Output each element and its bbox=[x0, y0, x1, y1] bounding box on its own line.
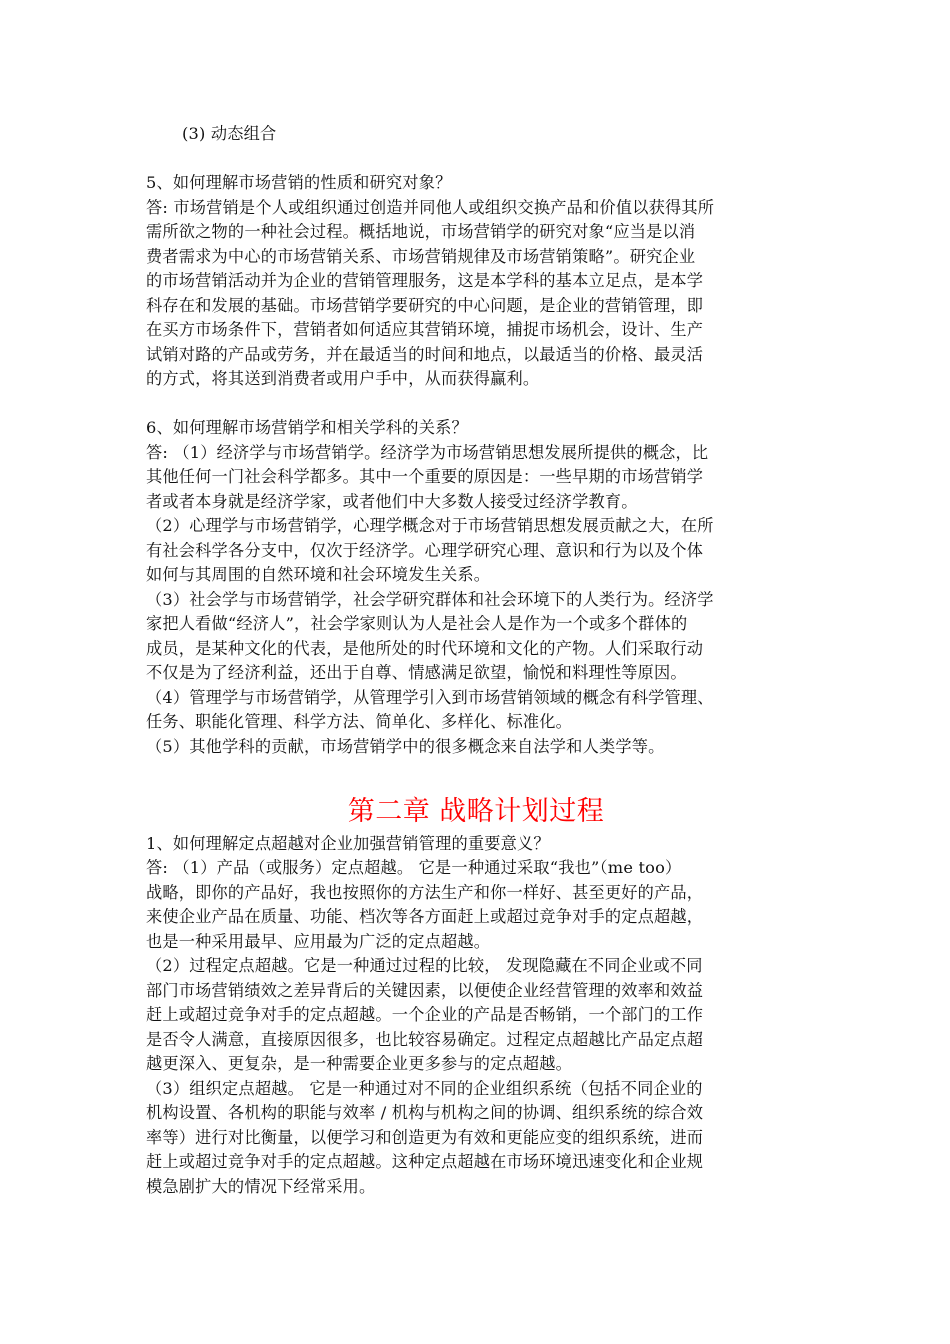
answer-6-line: （3）社会学与市场营销学，社会学研究群体和社会环境下的人类行为。经济学 bbox=[146, 589, 714, 609]
answer-6-line: 如何与其周围的自然环境和社会环境发生关系。 bbox=[146, 565, 491, 584]
chapter2-answer-1-line: （3）组织定点超越。 它是一种通过对不同的企业组织系统（包括不同企业的 bbox=[146, 1078, 703, 1098]
chapter2-answer-1-line: 机构设置、各机构的职能与效率 / 机构与机构之间的协调、组织系统的综合效 bbox=[146, 1103, 704, 1122]
chapter2-answer-1-line: 是否令人满意，直接原因很多，也比较容易确定。过程定点超越比产品定点超 bbox=[146, 1029, 704, 1049]
answer-5-line: 科存在和发展的基础。市场营销学要研究的中心问题，是企业的营销管理，即 bbox=[146, 295, 704, 315]
chapter2-answer-1-line: 率等）进行对比衡量，以便学习和创造更为有效和更能应变的组织系统，进而 bbox=[146, 1127, 704, 1147]
chapter2-answer-1-line: 模急剧扩大的情况下经常采用。 bbox=[146, 1176, 376, 1196]
chapter2-answer-1-line: 赶上或超过竞争对手的定点超越。一个企业的产品是否畅销，一个部门的工作 bbox=[146, 1005, 704, 1024]
answer-6-line: 不仅是为了经济利益，还出于自尊、情感满足欲望，愉悦和料理性等原因。 bbox=[146, 663, 687, 682]
answer-5-line: 试销对路的产品或劳务，并在最适当的时间和地点，以最适当的价格、最灵活 bbox=[146, 344, 704, 364]
answer-6-line: 家把人看做“经济人”，社会学家则认为人是社会人是作为一个或多个群体的 bbox=[146, 614, 688, 633]
chapter2-answer-1-line: 答: （1）产品（或服务）定点超越。 它是一种通过采取“我也”（me too） bbox=[146, 858, 682, 877]
chapter-heading: 第二章 战略计划过程 bbox=[347, 795, 605, 827]
answer-6-line: 其他任何一门社会科学都多。其中一个重要的原因是：一些早期的市场营销学 bbox=[146, 467, 704, 486]
chapter2-answer-1-line: 部门市场营销绩效之差异背后的关键因素，以便使企业经营管理的效率和效益 bbox=[146, 980, 704, 1000]
answer-6-line: （2）心理学与市场营销学，心理学概念对于市场营销思想发展贡献之大，在所 bbox=[146, 516, 714, 535]
answer-6-line: （4）管理学与市场营销学，从管理学引入到市场营销领域的概念有科学管理、 bbox=[146, 687, 714, 707]
paragraph-gap bbox=[146, 392, 806, 417]
answer-6-line: （5）其他学科的贡献，市场营销学中的很多概念来自法学和人类学等。 bbox=[146, 736, 665, 756]
answer-5-line: 的市场营销活动并为企业的营销管理服务，这是本学科的基本立足点，是本学 bbox=[146, 271, 704, 290]
chapter2-answer-1-line: 越更深入、更复杂，是一种需要企业更多参与的定点超越。 bbox=[146, 1054, 573, 1073]
paragraph-gap bbox=[146, 147, 806, 172]
chapter2-answer-1-line: 也是一种采用最早、应用最为广泛的定点超越。 bbox=[146, 931, 491, 951]
answer-5-line: 的方式，将其送到消费者或用户手中，从而获得赢利。 bbox=[146, 369, 540, 388]
answer-6-line: 任务、职能化管理、科学方法、简单化、多样化、标准化。 bbox=[146, 712, 573, 731]
answer-5-line: 费者需求为中心的市场营销关系、市场营销规律及市场营销策略”。研究企业 bbox=[146, 246, 696, 266]
answer-6-line: 有社会科学各分支中，仅次于经济学。心理学研究心理、意识和行为以及个体 bbox=[146, 540, 704, 560]
chapter2-answer-1-line: 赶上或超过竞争对手的定点超越。这种定点超越在市场环境迅速变化和企业规 bbox=[146, 1152, 704, 1171]
chapter2-answer-1-line: 战略，即你的产品好，我也按照你的方法生产和你一样好、甚至更好的产品， bbox=[146, 882, 704, 902]
list-item-dynamic-combination: (3) 动态组合 bbox=[182, 124, 277, 143]
paragraph-gap bbox=[146, 759, 806, 784]
answer-5-line: 需所欲之物的一种社会过程。概括地说，市场营销学的研究对象“应当是以消 bbox=[146, 222, 696, 241]
answer-5-line: 在买方市场条件下，营销者如何适应其营销环境，捕捉市场机会，设计、生产 bbox=[146, 320, 704, 339]
answer-5-line: 答: 市场营销是个人或组织通过创造并同他人或组织交换产品和价值以获得其所 bbox=[146, 197, 715, 217]
document-page bbox=[146, 122, 806, 1199]
answer-6-line: 成员，是某种文化的代表，是他所处的时代环境和文化的产物。人们采取行动 bbox=[146, 638, 704, 658]
chapter2-answer-1-line: 来使企业产品在质量、功能、档次等各方面赶上或超过竞争对手的定点超越， bbox=[146, 907, 704, 926]
question-6: 6、如何理解市场营销学和相关学科的关系？ bbox=[146, 418, 468, 437]
answer-6-line: 答: （1）经济学与市场营销学。经济学为市场营销思想发展所提供的概念，比 bbox=[146, 442, 709, 462]
answer-6-line: 者或者本身就是经济学家，或者他们中大多数人接受过经济学教育。 bbox=[146, 491, 638, 511]
chapter2-question-1: 1、如何理解定点超越对企业加强营销管理的重要意义？ bbox=[146, 833, 550, 853]
chapter2-answer-1-line: （2）过程定点超越。它是一种通过过程的比较， 发现隐藏在不同企业或不同 bbox=[146, 956, 703, 975]
question-5: 5、如何理解市场营销的性质和研究对象？ bbox=[146, 173, 452, 192]
